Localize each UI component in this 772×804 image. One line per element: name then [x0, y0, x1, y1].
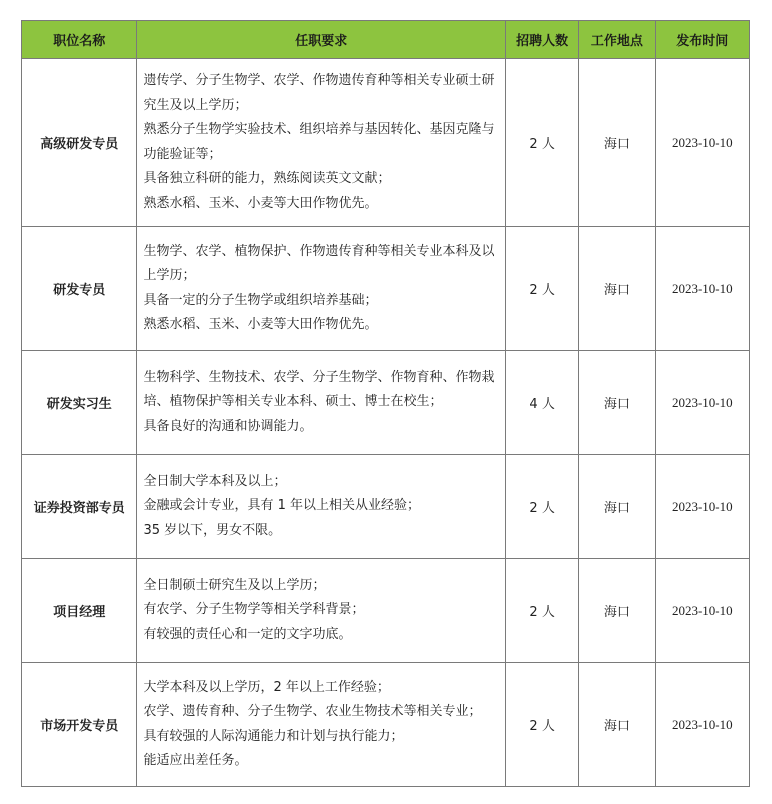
requirement-line: 有较强的责任心和一定的文字功底。 [143, 626, 352, 642]
job-count: 2 人 [505, 559, 578, 663]
job-date: 2023-10-10 [655, 59, 749, 227]
job-location: 海口 [579, 663, 655, 787]
requirement-line: 生物科学、生物技术、农学、分子生物学、作物育种、作物栽培、植物保护等相关专业本科、硕士、博士在校生； [143, 369, 495, 410]
table-row [22, 455, 750, 559]
job-title: 研发专员 [22, 227, 137, 351]
requirement-line: 大学本科及以上学历，2 年以上工作经验； [143, 679, 390, 695]
requirement-line: 熟悉水稻、玉米、小麦等大田作物优先。 [143, 317, 378, 332]
table-body [22, 59, 750, 787]
requirement-line: 具有较强的人际沟通能力和计划与执行能力； [143, 728, 404, 744]
job-location: 海口 [579, 351, 655, 455]
job-location: 海口 [579, 227, 655, 351]
requirement-line: 能适应出差任务。 [143, 753, 248, 768]
job-title: 市场开发专员 [22, 663, 137, 787]
job-location: 海口 [579, 59, 655, 227]
job-requirements [137, 663, 506, 787]
job-date: 2023-10-10 [655, 559, 749, 663]
requirement-line: 全日制硕士研究生及以上学历； [143, 577, 326, 593]
requirement-line: 具备一定的分子生物学或组织培养基础； [143, 292, 378, 308]
requirement-line: 生物学、农学、植物保护、作物遗传育种等相关专业本科及以上学历； [143, 243, 495, 283]
job-title: 研发实习生 [22, 351, 137, 455]
table-row [22, 227, 750, 351]
requirement-line: 有农学、分子生物学等相关学科背景； [143, 602, 365, 618]
requirement-line: 具备良好的沟通和协调能力。 [143, 418, 313, 434]
header-title: 职位名称 [22, 21, 137, 59]
job-count: 4 人 [505, 351, 578, 455]
requirement-line: 金融或会计专业，具有 1 年以上相关从业经验； [143, 498, 421, 514]
header-location: 工作地点 [579, 21, 655, 59]
job-requirements [137, 59, 506, 227]
requirement-line: 熟悉分子生物学实验技术、组织培养与基因转化、基因克隆与功能验证等； [143, 122, 495, 162]
job-count: 2 人 [505, 455, 578, 559]
requirement-line: 熟悉水稻、玉米、小麦等大田作物优先。 [143, 195, 378, 211]
table-row [22, 663, 750, 787]
job-date: 2023-10-10 [655, 455, 749, 559]
requirement-line: 35 岁以下，男女不限。 [143, 522, 282, 538]
header-row [22, 21, 750, 59]
job-requirements [137, 351, 506, 455]
job-title: 证券投资部专员 [22, 455, 137, 559]
table-row [22, 59, 750, 227]
header-date: 发布时间 [655, 21, 749, 59]
job-title: 高级研发专员 [22, 59, 137, 227]
table-row [22, 351, 750, 455]
job-count: 2 人 [505, 227, 578, 351]
header-count: 招聘人数 [505, 21, 578, 59]
job-date: 2023-10-10 [655, 351, 749, 455]
requirement-line: 具备独立科研的能力，熟练阅读英文文献； [143, 171, 391, 186]
table-header [22, 21, 750, 59]
table-row [22, 559, 750, 663]
requirement-line: 农学、遗传育种、分子生物学、农业生物技术等相关专业； [143, 704, 482, 719]
job-date: 2023-10-10 [655, 663, 749, 787]
job-count: 2 人 [505, 663, 578, 787]
header-requirements: 任职要求 [137, 21, 506, 59]
requirement-line: 全日制大学本科及以上； [143, 473, 287, 489]
job-openings-table [21, 20, 750, 787]
job-location: 海口 [579, 559, 655, 663]
job-requirements [137, 559, 506, 663]
job-requirements [137, 455, 506, 559]
job-requirements [137, 227, 506, 351]
job-location: 海口 [579, 455, 655, 559]
job-date: 2023-10-10 [655, 227, 749, 351]
job-count: 2 人 [505, 59, 578, 227]
job-title: 项目经理 [22, 559, 137, 663]
requirement-line: 遗传学、分子生物学、农学、作物遗传育种等相关专业硕士研究生及以上学历； [143, 73, 495, 113]
